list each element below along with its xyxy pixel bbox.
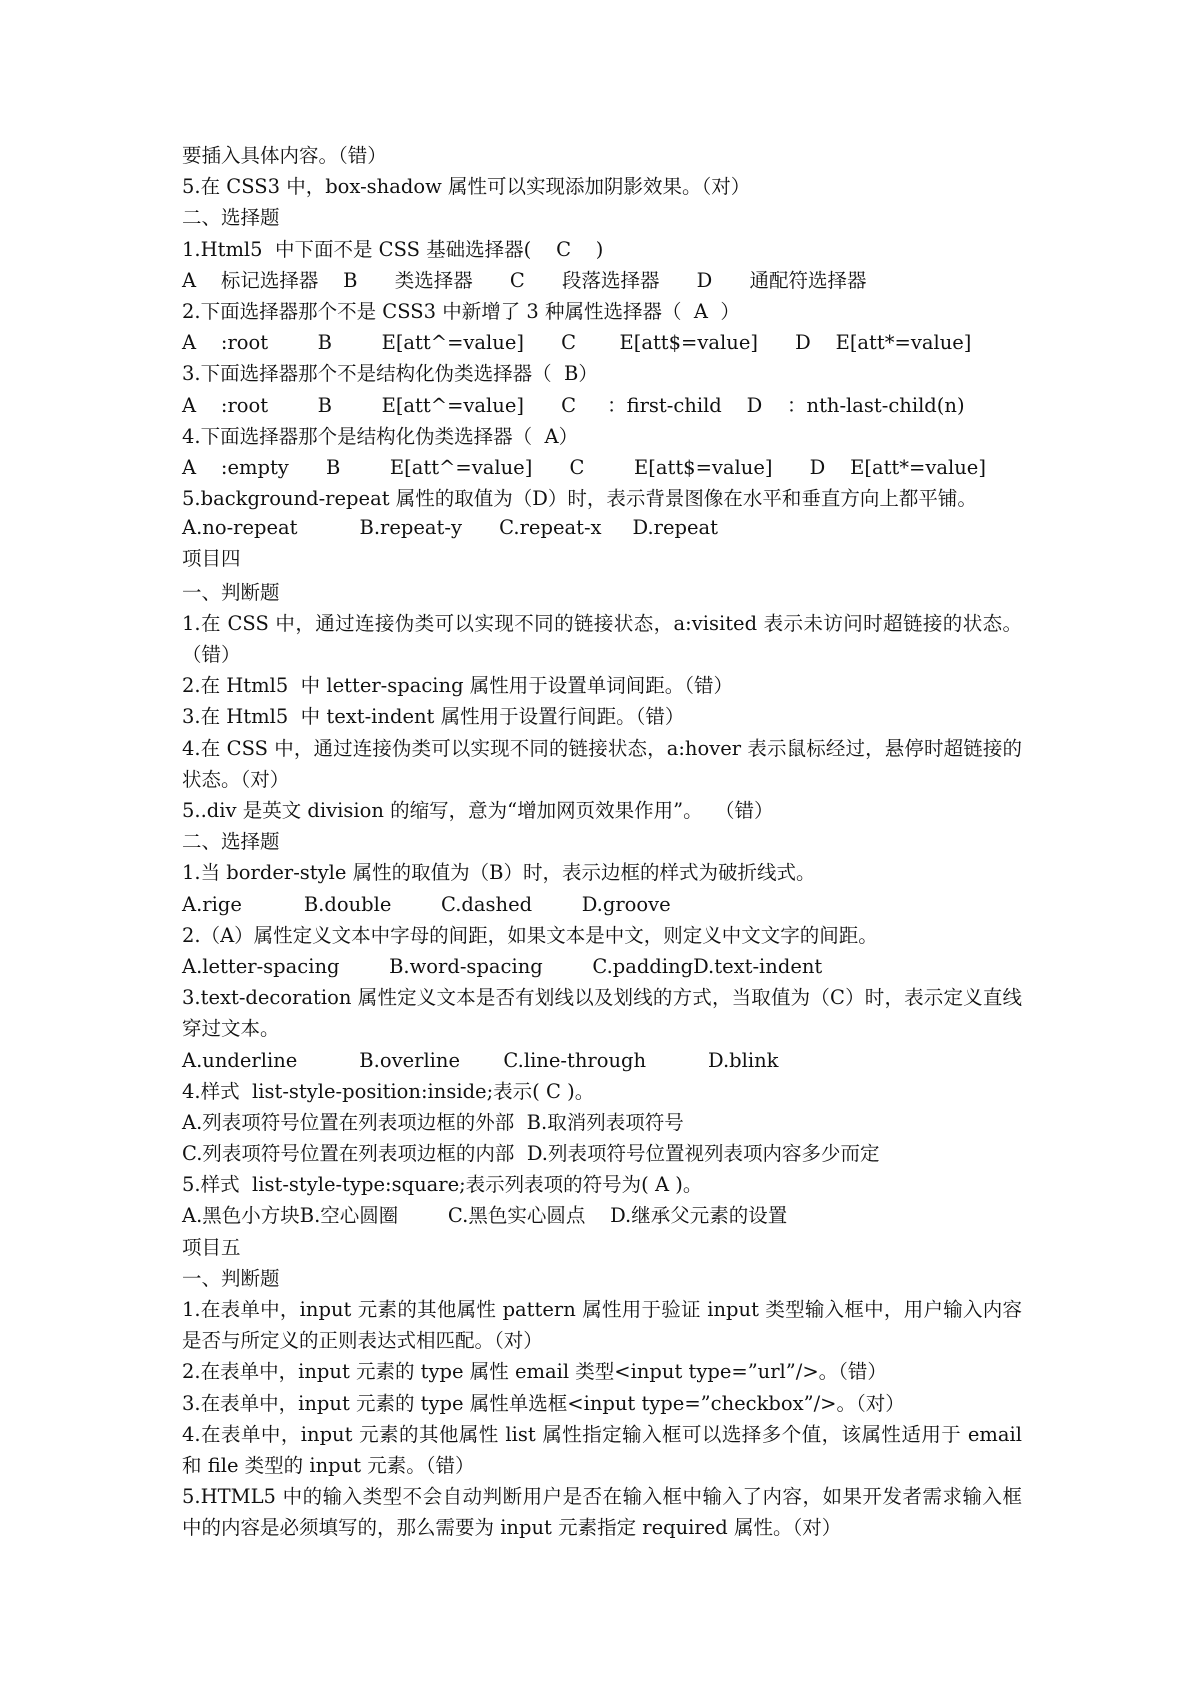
question: 4.在表单中，input 元素的其他属性 list 属性指定输入框可以选择多个值，该属性适用于 email 和 file 类型的 input 元素。（错） [182,1422,1022,1478]
answer-options: A :root B E[att^=value] C ：first-child D ：nth-last-child(n) [182,393,965,417]
question: 3.在表单中，input 元素的 type 属性单选框<input type=”checkbox”/>。（对） [182,1391,905,1415]
section-heading: 二、选择题 [182,830,280,854]
text-line: 5.在 CSS3 中，box-shadow 属性可以实现添加阴影效果。（对） [182,175,751,199]
question: 3.text-decoration 属性定义文本是否有划线以及划线的方式，当取值为（C）时，表示定义直线穿过文本。 [182,986,1022,1041]
answer-options: A 标记选择器 B 类选择器 C 段落选择器 D 通配符选择器 [182,268,867,292]
question: 5..div 是英文 division 的缩写，意为“增加网页效果作用”。 （错） [182,799,774,822]
question: 1.Html5 中下面不是 CSS 基础选择器( C ) [182,237,604,261]
answer-options: A.rige B.double C.dashed D.groove [182,892,671,916]
answer-options: A.letter-spacing B.word-spacing C.paddingD.text-indent [182,954,823,978]
section-heading: 二、选择题 [182,206,280,230]
answer-options: C.列表项符号位置在列表项边框的内部 D.列表项符号位置视列表项内容多少而定 [182,1142,880,1166]
answer-options: A.no-repeat B.repeat-y C.repeat-x D.repeat [182,516,719,540]
answer-options: A :root B E[att^=value] C E[att$=value] D E[att*=value] [182,331,972,355]
section-heading: 一、判断题 [182,580,280,604]
project-heading: 项目五 [182,1235,241,1259]
section-heading: 一、判断题 [182,1266,280,1290]
question: 2.下面选择器那个不是 CSS3 中新增了 3 种属性选择器（ A ） [182,299,740,323]
answer-options: A :empty B E[att^=value] C E[att$=value] D E[att*=value] [182,455,986,479]
answer-options: A.列表项符号位置在列表项边框的外部 B.取消列表项符号 [182,1110,684,1134]
question: 2.在 Html5 中 letter-spacing 属性用于设置单词间距。（错） [182,674,734,698]
question: 1.在表单中，input 元素的其他属性 pattern 属性用于验证 input 类型输入框中，用户输入内容是否与所定义的正则表达式相匹配。（对） [182,1298,1022,1353]
question: 4.下面选择器那个是结构化伪类选择器（ A） [182,424,579,448]
question: 4.样式 list-style-position:inside;表示( C )。 [182,1079,595,1103]
question: 5.样式 list-style-type:square;表示列表项的符号为( A )。 [182,1173,703,1197]
question: 1.当 border-style 属性的取值为（B）时，表示边框的样式为破折线式。 [182,861,816,885]
question: 3.在 Html5 中 text-indent 属性用于设置行间距。（错） [182,705,685,729]
project-heading: 项目四 [182,547,241,571]
question: 4.在 CSS 中，通过连接伪类可以实现不同的链接状态，a:hover 表示鼠标经过，悬停时超链接的状态。（对） [182,736,1022,791]
question: 3.下面选择器那个不是结构化伪类选择器（ B） [182,362,598,386]
answer-options: A.黑色小方块B.空心圆圈 C.黑色实心圆点 D.继承父元素的设置 [182,1204,788,1228]
question: 5.HTML5 中的输入类型不会自动判断用户是否在输入框中输入了内容，如果开发者需求输入框中的内容是必须填写的，那么需要为 input 元素指定 required 属性。（对） [182,1485,1022,1540]
document-page [182,140,1022,1544]
question: 2.（A）属性定义文本中字母的间距，如果文本是中文，则定义中文文字的间距。 [182,923,878,947]
text-line: 要插入具体内容。（错） [182,144,387,167]
answer-options: A.underline B.overline C.line-through D.blink [182,1048,779,1072]
question: 1.在 CSS 中，通过连接伪类可以实现不同的链接状态，a:visited 表示未访问时超链接的状态。（错） [182,611,1022,667]
question: 2.在表单中，input 元素的 type 属性 email 类型<input type=”url”/>。（错） [182,1360,887,1384]
question: 5.background-repeat 属性的取值为（D）时，表示背景图像在水平和垂直方向上都平铺。 [182,487,977,511]
